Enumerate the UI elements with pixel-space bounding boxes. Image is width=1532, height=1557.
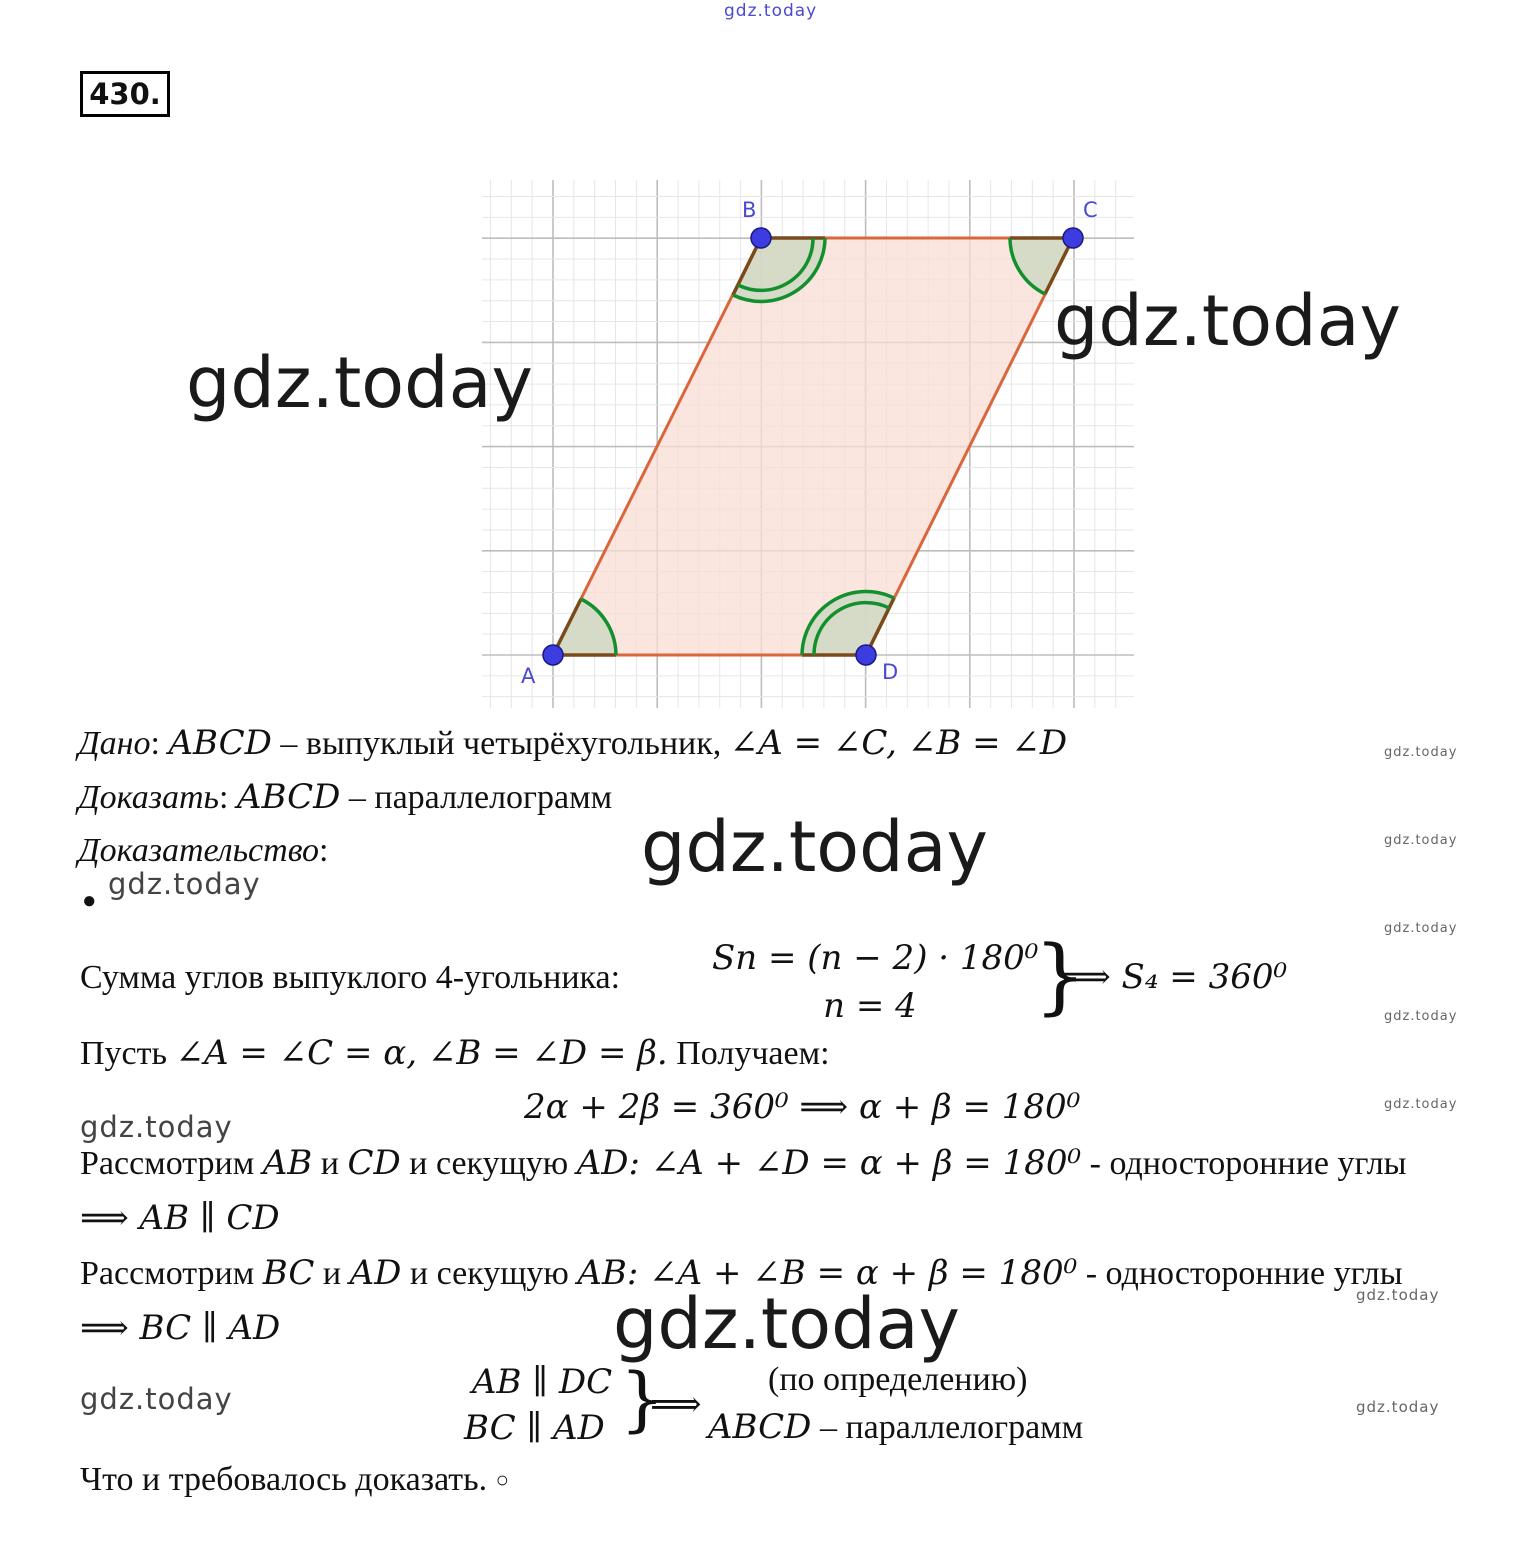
consider-1 — [80, 1143, 1407, 1184]
angle-equation: 2α + 2β = 360⁰ ⟹ α + β = 180⁰ — [524, 1087, 1081, 1127]
consider-2-h: - односторонние углы — [1077, 1255, 1403, 1292]
sum-formula-2: n = 4 — [823, 986, 917, 1026]
consider-1-d: CD — [347, 1143, 401, 1183]
let-formula: ∠A = ∠C = α, ∠B = ∠D = β. — [175, 1033, 668, 1073]
qed-text: Что и требовалось доказать. — [80, 1461, 488, 1498]
given-desc: выпуклый четырёхугольник, — [305, 725, 722, 762]
proof-label: Доказательство — [78, 832, 320, 869]
result-2: ⟹ BC ∥ AD — [80, 1308, 281, 1348]
watermark-big-3: gdz.today — [641, 806, 988, 888]
watermark-small-1: gdz.today — [1384, 745, 1458, 760]
system-line-2: BC ∥ AD — [464, 1408, 605, 1448]
given-colon: : — [150, 725, 160, 762]
proof-bullet: ● — [82, 888, 97, 914]
system-note: (по определению) — [768, 1361, 1028, 1398]
prove-label: Доказать — [78, 779, 219, 816]
consider-1-c: и — [320, 1145, 339, 1182]
watermark-small-7: gdz.today — [1356, 1398, 1440, 1416]
consider-1-b: AB — [262, 1143, 313, 1183]
watermark-small-4: gdz.today — [1384, 1009, 1458, 1024]
sum-formula-1: Sn = (n − 2) · 180⁰ — [712, 938, 1039, 978]
watermark-big-2: gdz.today — [1054, 280, 1401, 362]
given-line — [78, 723, 1067, 764]
watermark-big-4: gdz.today — [613, 1283, 960, 1365]
watermark-mid-1: gdz.today — [108, 867, 261, 901]
vertex-label-b: B — [742, 198, 757, 222]
proof-colon: : — [319, 832, 329, 869]
system-arrow: ⟹ — [650, 1384, 702, 1424]
qed-mark: ○ — [495, 1467, 509, 1492]
prove-colon: : — [218, 779, 229, 816]
prove-line — [78, 777, 612, 818]
watermark-big-1: gdz.today — [186, 342, 533, 424]
sum-brace: } — [1034, 929, 1087, 1024]
consider-1-e: и секущую — [409, 1145, 569, 1182]
result-1: ⟹ AB ∥ CD — [80, 1198, 280, 1238]
prove-desc: параллелограмм — [374, 779, 613, 816]
sum-text: Сумма углов выпуклого 4-угольника: — [80, 959, 621, 996]
consider-1-a: Рассмотрим — [80, 1145, 255, 1182]
proof-heading — [78, 831, 328, 871]
system-line-1: AB ∥ DC — [472, 1362, 613, 1402]
watermark-small-2: gdz.today — [1384, 833, 1458, 848]
watermark-small-5: gdz.today — [1384, 1097, 1458, 1112]
consider-2-f: AB — [577, 1253, 627, 1293]
vertex-c — [1063, 228, 1083, 248]
system-result-subject: ABCD — [708, 1407, 812, 1447]
consider-1-f: AD — [576, 1143, 629, 1183]
vertex-d — [856, 645, 876, 665]
given-condition: ∠A = ∠C, ∠B = ∠D — [729, 723, 1068, 763]
watermark-small-3: gdz.today — [1384, 921, 1458, 936]
problem-number: 430. — [80, 71, 170, 117]
watermark-small-6: gdz.today — [1356, 1286, 1440, 1304]
let-text: Пусть — [80, 1035, 168, 1072]
system-result — [708, 1407, 1083, 1448]
qed-line — [80, 1460, 509, 1500]
system-brace: } — [620, 1358, 665, 1440]
consider-1-g: : ∠A + ∠D = α + β = 180⁰ — [628, 1143, 1082, 1183]
watermark-top: gdz.today — [724, 1, 818, 21]
vertex-b — [751, 228, 771, 248]
vertex-label-a: A — [521, 664, 536, 688]
consider-2 — [80, 1253, 1403, 1294]
given-dash: – — [271, 725, 306, 762]
consider-2-g: : ∠A + ∠B = α + β = 180⁰ — [626, 1253, 1078, 1293]
consider-2-a: Рассмотрим — [80, 1255, 255, 1292]
prove-dash: – — [340, 779, 375, 816]
consider-2-d: AD — [349, 1253, 402, 1293]
consider-1-h: - односторонние углы — [1081, 1145, 1407, 1182]
let-line — [80, 1033, 830, 1074]
given-subject: ABCD — [168, 723, 272, 763]
vertex-label-c: C — [1083, 198, 1098, 222]
consider-2-c: и — [322, 1255, 342, 1292]
prove-subject: ABCD — [236, 777, 341, 817]
given-label: Дано — [78, 725, 151, 762]
system-result-rest: – параллелограмм — [811, 1409, 1084, 1446]
watermark-mid-3: gdz.today — [80, 1382, 233, 1416]
consider-2-e: и секущую — [409, 1255, 569, 1292]
consider-2-b: BC — [262, 1253, 315, 1293]
vertex-label-d: D — [882, 660, 899, 684]
watermark-mid-2: gdz.today — [80, 1110, 233, 1144]
let-tail: Получаем: — [676, 1035, 830, 1072]
sum-result: ⟹ S₄ = 360⁰ — [1062, 957, 1288, 997]
vertex-a — [543, 645, 563, 665]
